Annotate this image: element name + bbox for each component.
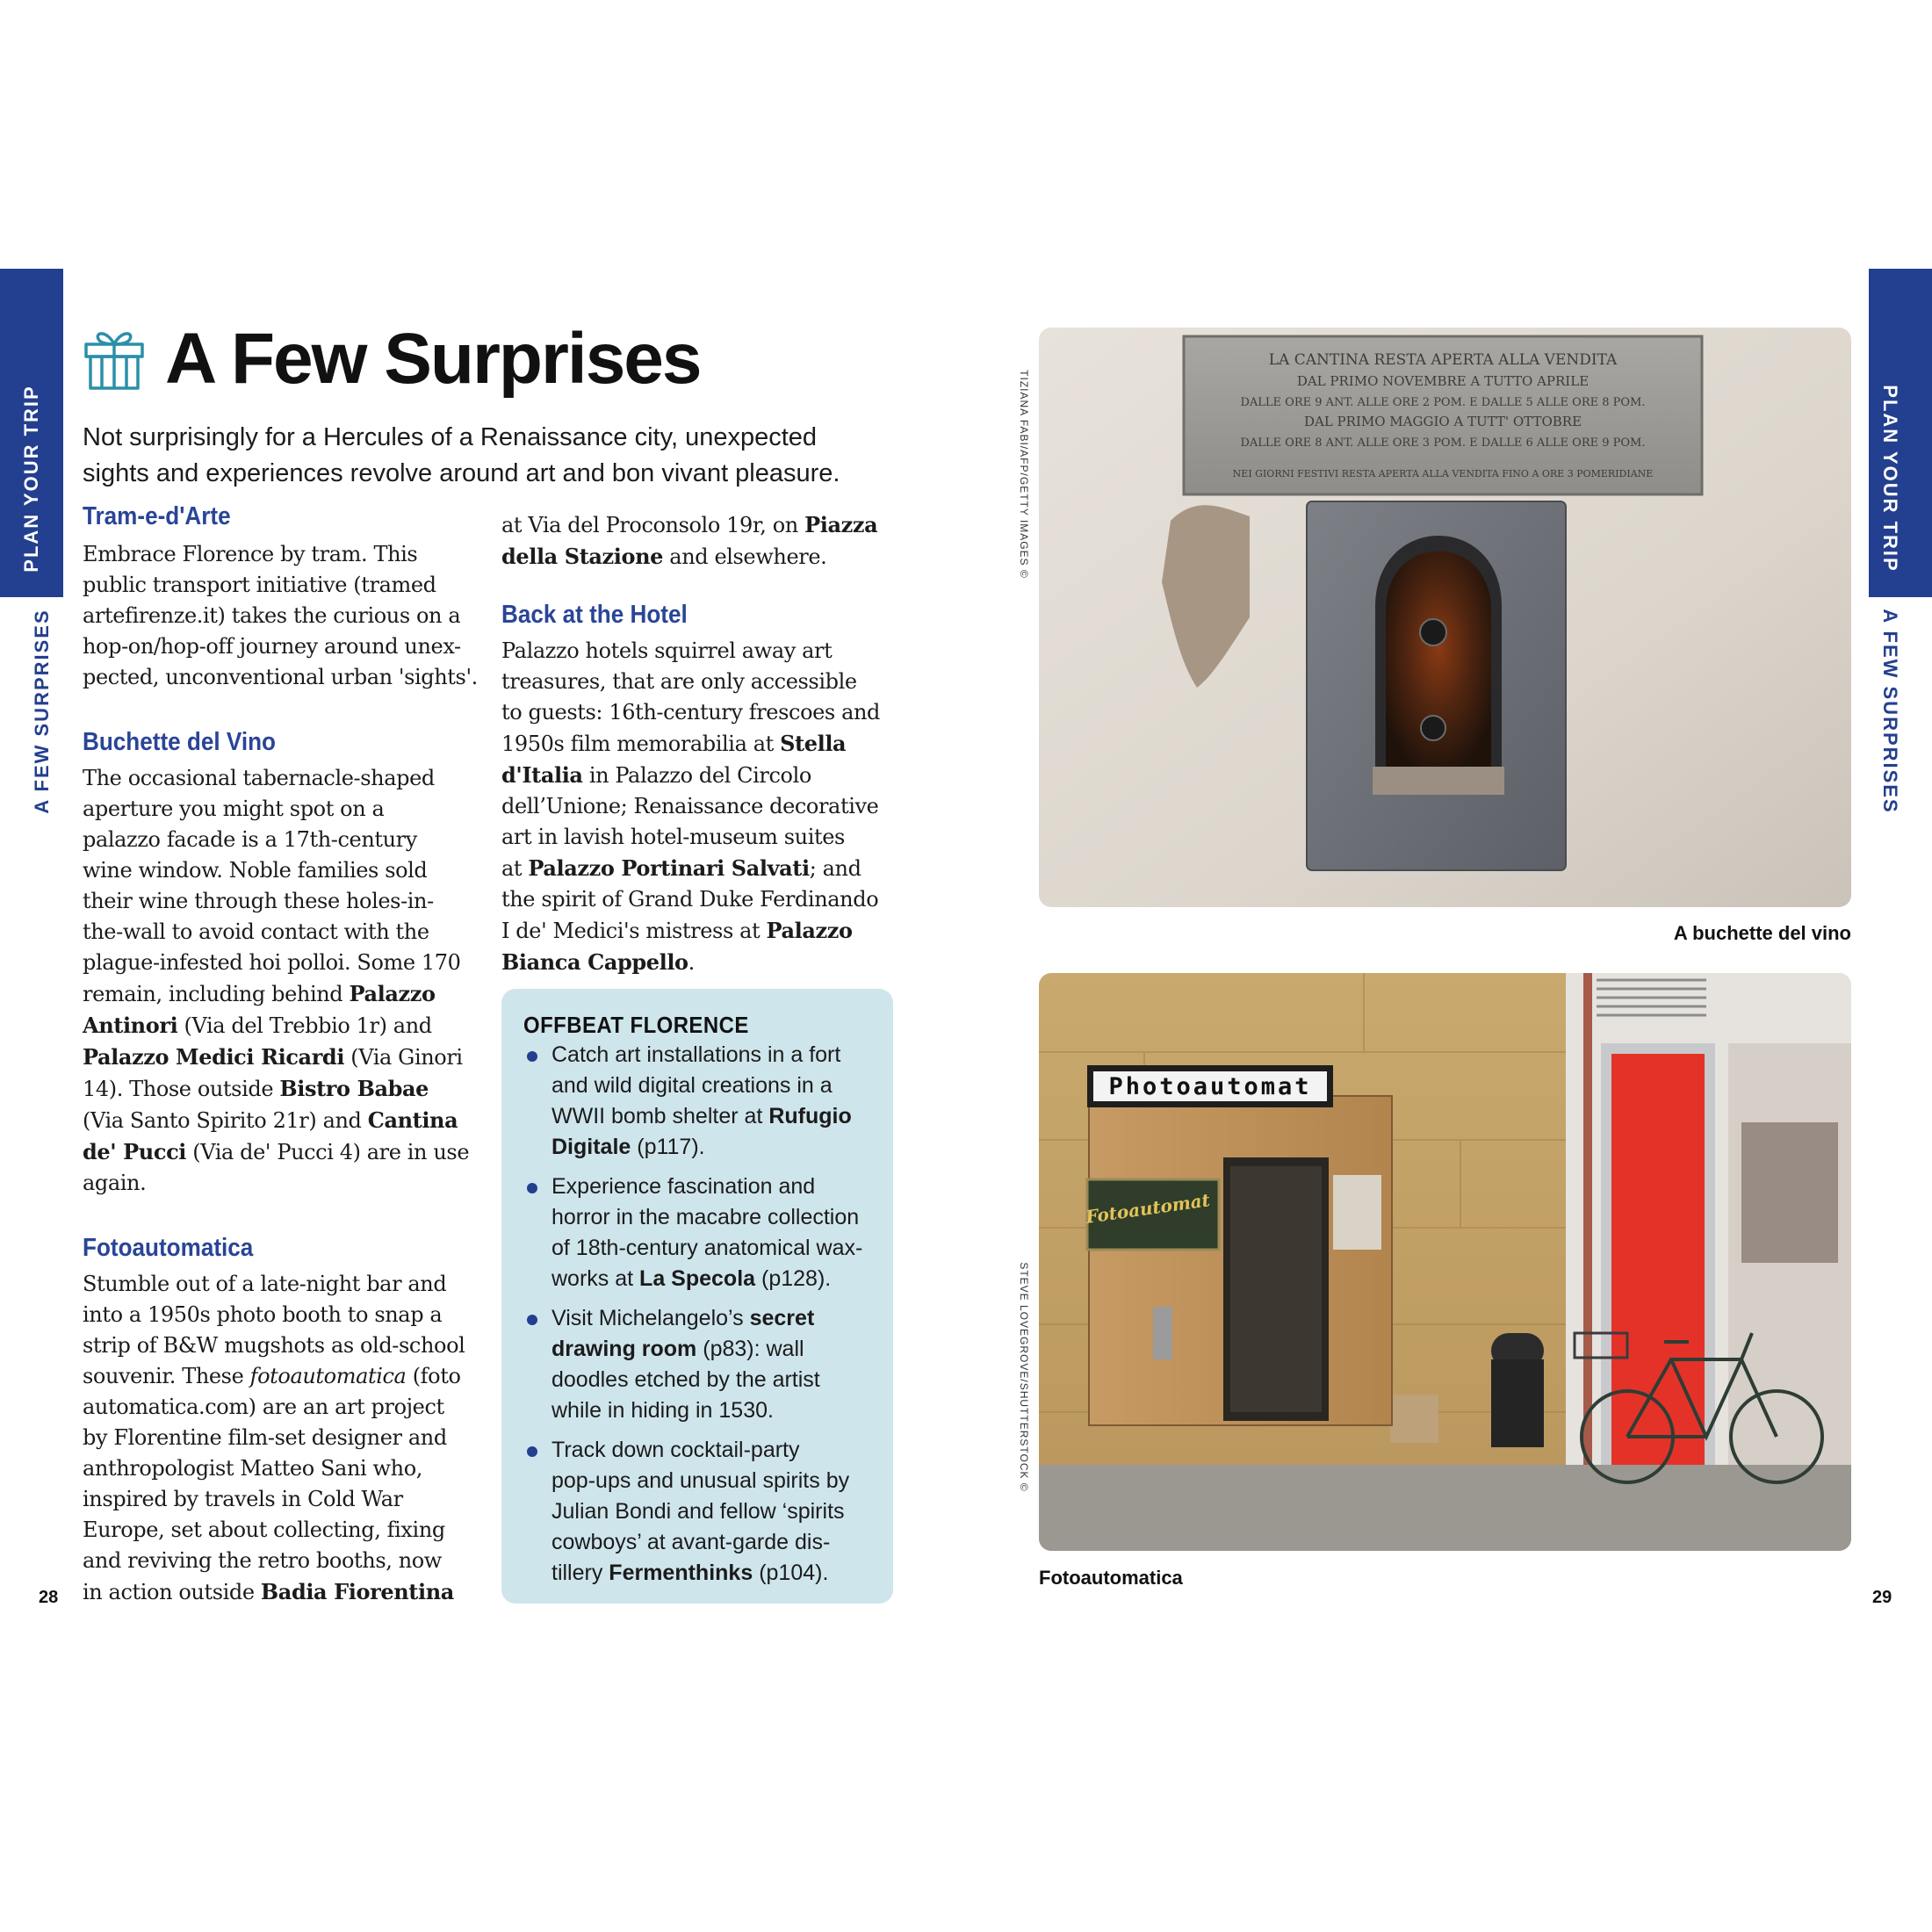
photo-caption-1: A buchette del vino — [1673, 922, 1851, 944]
section-body-hotel: Palazzo hotels squirrel away art treasures, that are only accessible to guests: 16th-century frescoes and 1950s film memorabilia at Stella d'Italia in Palazzo del Circolo dell’Unione; Renaissance decorative art in lavish hotel-museum suites at Palazzo Portinari Salvati; and the spirit of Grand Duke Ferdinando I de' Medici's mistress at Palazzo Bianca Cappello. — [501, 638, 880, 975]
column-one — [83, 502, 495, 1608]
offbeat-item: Visit Michelangelo’s secret drawing room (p83): wall doodles etched by the artist while in hiding in 1530. — [523, 1303, 883, 1426]
plaque-text-line: LA CANTINA RESTA APERTA ALLA VENDITA — [1268, 351, 1618, 369]
intro-paragraph: Not surprisingly for a Hercules of a Renaissance city, unexpected sights and experiences revolve around art and bon vivant pleasure. — [83, 423, 840, 487]
booth-sign-text: Photoautomat — [1108, 1073, 1312, 1100]
page-number-left: 28 — [39, 1588, 59, 1607]
section-heading-fotoautomatica: Fotoautomatica — [83, 1234, 254, 1262]
offbeat-list — [523, 1040, 883, 1597]
offbeat-florence-box — [501, 989, 893, 1604]
section-body-buchette: The occasional tabernacle-shaped aperture you might spot on a palazzo facade is a 17th-century wine window. Noble families sold their wine through these holes-in- the-wall to avoid contact with the plague-infested hoi polloi. Some 170 remain, including behind Palazzo Antinori (Via del Trebbio 1r) and Palazzo Medici Ricardi (Via Ginori 14). Those outside Bistro Babae (Via Santo Spirito 21r) and Cantina de' Pucci (Via de' Pucci 4) are in use again. — [83, 766, 470, 1195]
plaque-text-line: DAL PRIMO MAGGIO A TUTT' OTTOBRE — [1303, 414, 1582, 429]
photo-booth-photo — [1039, 973, 1851, 1551]
left-section-label: PLAN YOUR TRIP — [20, 385, 42, 573]
offbeat-item: Track down cocktail-party pop-ups and unusual spirits by Julian Bondi and fellow ‘spirits cowboys’ at avant-garde dis- tillery Fermenthinks (p104). — [523, 1435, 883, 1589]
photo-credit-1: TIZIANA FABI/AFP/GETTY IMAGES © — [1018, 370, 1030, 579]
plaque-text-line: DALLE ORE 8 ANT. ALLE ORE 3 POM. E DALLE 6 ALLE ORE 9 POM. — [1240, 436, 1646, 450]
page-number-right: 29 — [1872, 1588, 1892, 1607]
column-two — [501, 509, 905, 978]
photo-caption-2: Fotoautomatica — [1039, 1567, 1183, 1589]
continued-text: at Via del Proconsolo 19r, on Piazza della Stazione and elsewhere. — [501, 512, 878, 569]
offbeat-item: Catch art installations in a fort and wild digital creations in a WWII bomb shelter at Rufugio Digitale (p117). — [523, 1040, 883, 1163]
section-heading-hotel: Back at the Hotel — [501, 601, 688, 629]
plaque-text-line: DALLE ORE 9 ANT. ALLE ORE 2 POM. E DALLE 5 ALLE ORE 8 POM. — [1240, 396, 1646, 409]
booth-poster-text: Fotoautomat — [1084, 1189, 1212, 1228]
left-chapter-label: A FEW SURPRISES — [31, 609, 53, 814]
offbeat-box-title: OFFBEAT FLORENCE — [523, 1012, 749, 1038]
plaque-text-line: DAL PRIMO NOVEMBRE A TUTTO APRILE — [1296, 373, 1590, 389]
right-chapter-label: A FEW SURPRISES — [1879, 609, 1901, 814]
section-body-tram: Embrace Florence by tram. This public transport initiative (tramed artefirenze.it) takes the curious on a hop-on/hop-off journey around unex- pected, unconventional urban 'sights'. — [83, 542, 478, 689]
section-heading-tram: Tram-e-d'Arte — [83, 502, 231, 530]
wine-window-photo — [1039, 328, 1851, 907]
photo-credit-2: STEVE LOVEGROVE/SHUTTERSTOCK © — [1018, 1262, 1030, 1492]
section-heading-buchette: Buchette del Vino — [83, 728, 276, 756]
plaque-text-line: NEI GIORNI FESTIVI RESTA APERTA ALLA VENDITA FINO A ORE 3 POMERIDIANE — [1232, 468, 1654, 479]
gift-icon — [83, 325, 146, 392]
right-section-label: PLAN YOUR TRIP — [1879, 385, 1901, 573]
offbeat-item: Experience fascination and horror in the macabre collection of 18th-century anatomical wax- works at La Specola (p128). — [523, 1171, 883, 1294]
page-title: A Few Surprises — [165, 319, 701, 399]
section-body-fotoautomatica: Stumble out of a late-night bar and into a 1950s photo booth to snap a strip of B&W mugshots as old-school souvenir. These fotoautomatica (foto automatica.com) are an art project by Florentine film-set designer and anthropologist Matteo Sani who, inspired by travels in Cold War Europe, set about collecting, fixing and reviving the retro booths, now in action outside Badia Fiorentina — [83, 1272, 465, 1604]
